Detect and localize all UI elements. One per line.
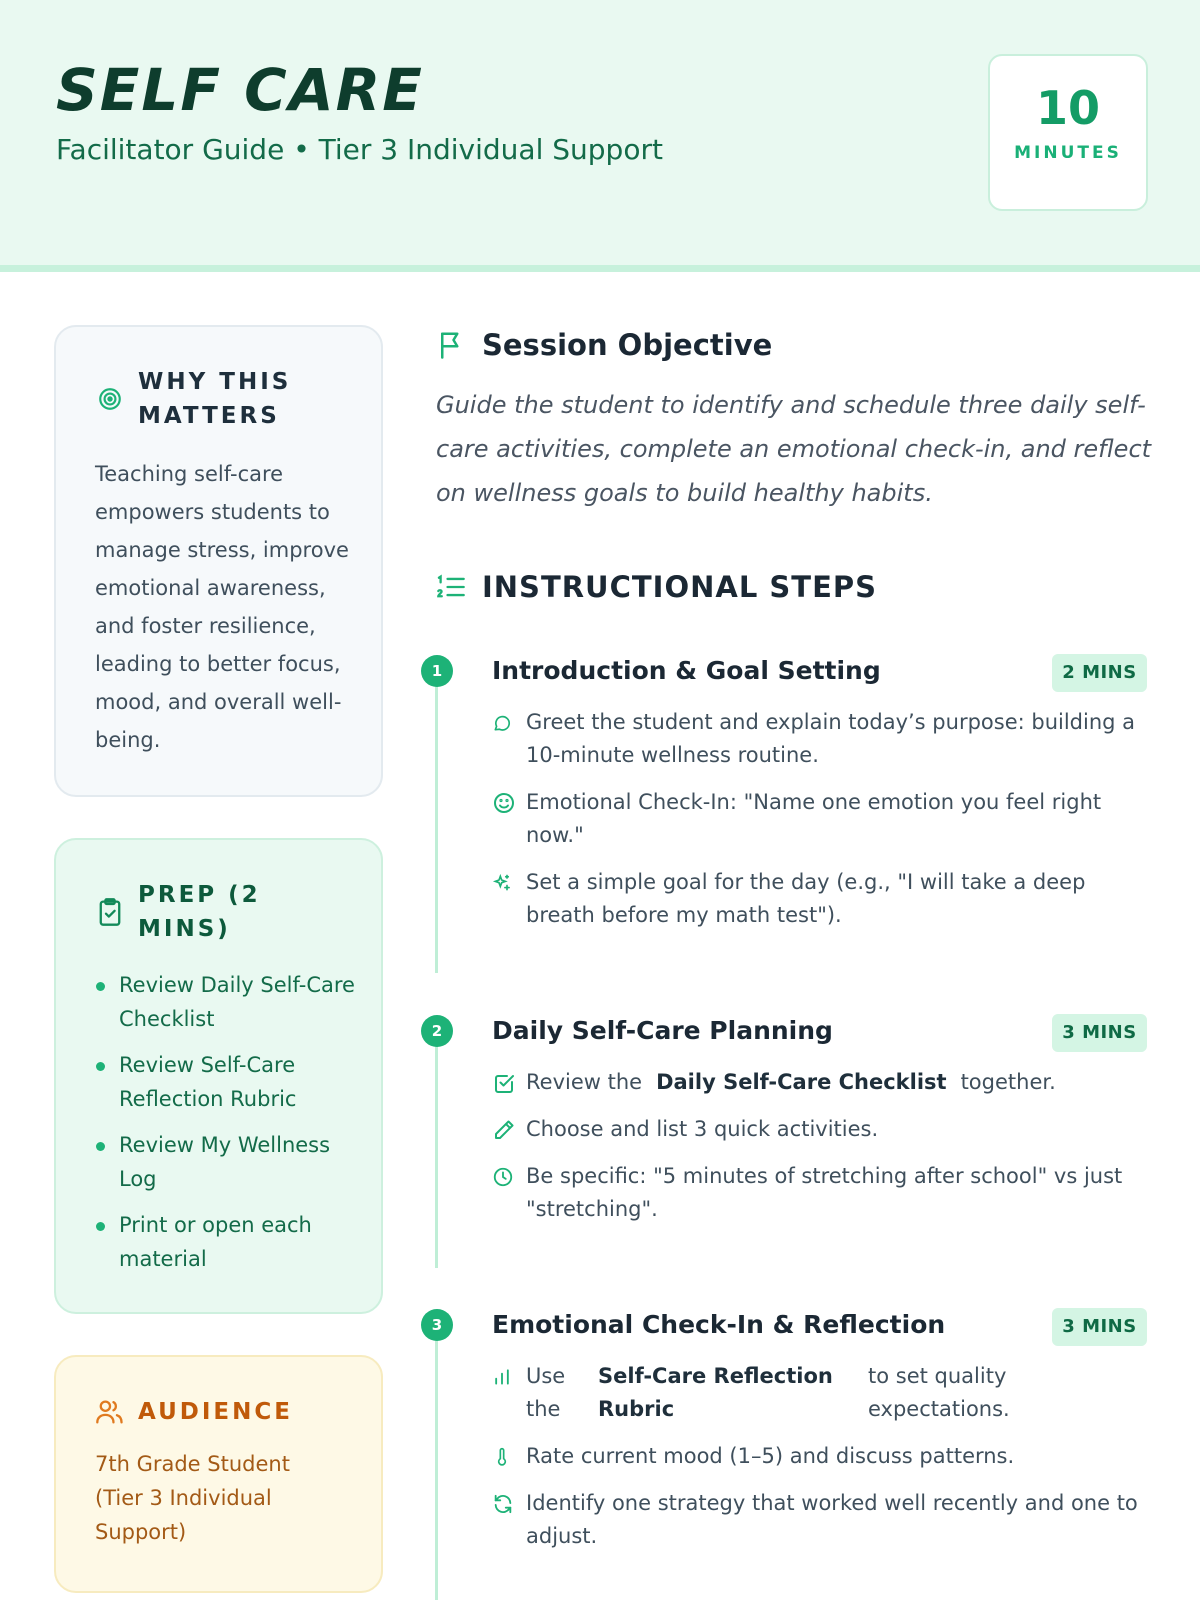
bullet-dot (96, 982, 105, 991)
step-item: Greet the student and explain today’s purpose: building a 10-minute wellness routine. (492, 706, 1152, 772)
prep-list (95, 968, 360, 1288)
bullet-dot (96, 1062, 105, 1071)
prep-card (54, 838, 383, 1314)
duration-unit: MINUTES (1014, 143, 1122, 163)
why-this-matters-card (54, 325, 383, 797)
step-item: Choose and list 3 quick activities. (492, 1113, 1152, 1146)
bullet-dot (96, 1222, 105, 1231)
why-header (94, 365, 308, 433)
step-item: Rate current mood (1–5) and discuss patterns. (492, 1440, 1152, 1473)
step-title: Emotional Check-In & Reflection (492, 1310, 946, 1339)
prep-header (94, 878, 288, 946)
step-item: Be specific: "5 minutes of stretching after school" vs just "stretching". (492, 1160, 1152, 1226)
sparkle-icon (492, 866, 518, 899)
pencil-icon (492, 1113, 518, 1146)
step-item: Use the Self-Care Reflection Rubric to set quality expectations. (492, 1360, 1152, 1426)
why-body: Teaching self-care empowers students to manage stress, improve emotional awareness, and foster resilience, leading to better focus, mood, and overall well-being. (95, 462, 349, 752)
checkbox-icon (492, 1066, 518, 1099)
audience-heading: AUDIENCE (138, 1399, 293, 1425)
clipboard-check-icon (94, 896, 126, 928)
objective-text: Guide the student to identify and schedule three daily self-care activities, complete an emotional check-in, and reflect on wellness goals to build healthy habits. (436, 391, 1152, 507)
step-title: Introduction & Goal Setting (492, 656, 881, 685)
target-icon (94, 383, 126, 415)
why-heading: WHY THIS MATTERS (138, 369, 292, 429)
prep-item: Review My Wellness Log (95, 1128, 360, 1196)
step-item: Emotional Check-In: "Name one emotion you feel right now." (492, 786, 1152, 852)
prep-heading: PREP (2 MINS) (138, 882, 261, 942)
step-item: Set a simple goal for the day (e.g., "I will take a deep breath before my math test"). (492, 866, 1152, 932)
timeline-line (435, 1038, 438, 1268)
objective-heading: Session Objective (482, 328, 773, 362)
step-number-badge: 1 (421, 655, 453, 687)
step-duration-badge: 2 MINS (1052, 654, 1147, 692)
step-item: Review the Daily Self-Care Checklist together. (492, 1066, 1152, 1099)
steps-heading: INSTRUCTIONAL STEPS (482, 570, 878, 604)
refresh-icon (492, 1487, 518, 1520)
page-title: SELF CARE (56, 56, 424, 124)
step-number-badge: 2 (421, 1015, 453, 1047)
thermometer-icon (492, 1440, 518, 1473)
duration-value: 10 (1035, 81, 1100, 135)
audience-header (94, 1395, 293, 1429)
timeline-line (435, 1333, 438, 1600)
bar-chart-icon (492, 1360, 518, 1393)
timeline-line (435, 678, 438, 973)
page-subtitle: Facilitator Guide • Tier 3 Individual Support (56, 133, 663, 166)
step-title: Daily Self-Care Planning (492, 1016, 833, 1045)
audience-card (54, 1355, 383, 1593)
objective-header (436, 328, 772, 362)
smile-icon (492, 786, 518, 819)
clock-icon (492, 1160, 518, 1193)
duration-card (988, 54, 1148, 211)
step-item: Identify one strategy that worked well recently and one to adjust. (492, 1487, 1152, 1553)
numbered-list-icon (436, 571, 468, 603)
step-duration-badge: 3 MINS (1052, 1014, 1147, 1052)
steps-header (436, 570, 877, 604)
prep-item: Review Self-Care Reflection Rubric (95, 1048, 360, 1116)
bullet-dot (96, 1142, 105, 1151)
header-banner (0, 0, 1200, 272)
flag-icon (436, 329, 468, 361)
step-duration-badge: 3 MINS (1052, 1308, 1147, 1346)
chat-bubble-icon (492, 706, 518, 739)
prep-item: Review Daily Self-Care Checklist (95, 968, 360, 1036)
step-number-badge: 3 (421, 1309, 453, 1341)
audience-body: 7th Grade Student (Tier 3 Individual Support) (95, 1452, 290, 1544)
prep-item: Print or open each material (95, 1208, 360, 1276)
users-icon (94, 1396, 126, 1428)
